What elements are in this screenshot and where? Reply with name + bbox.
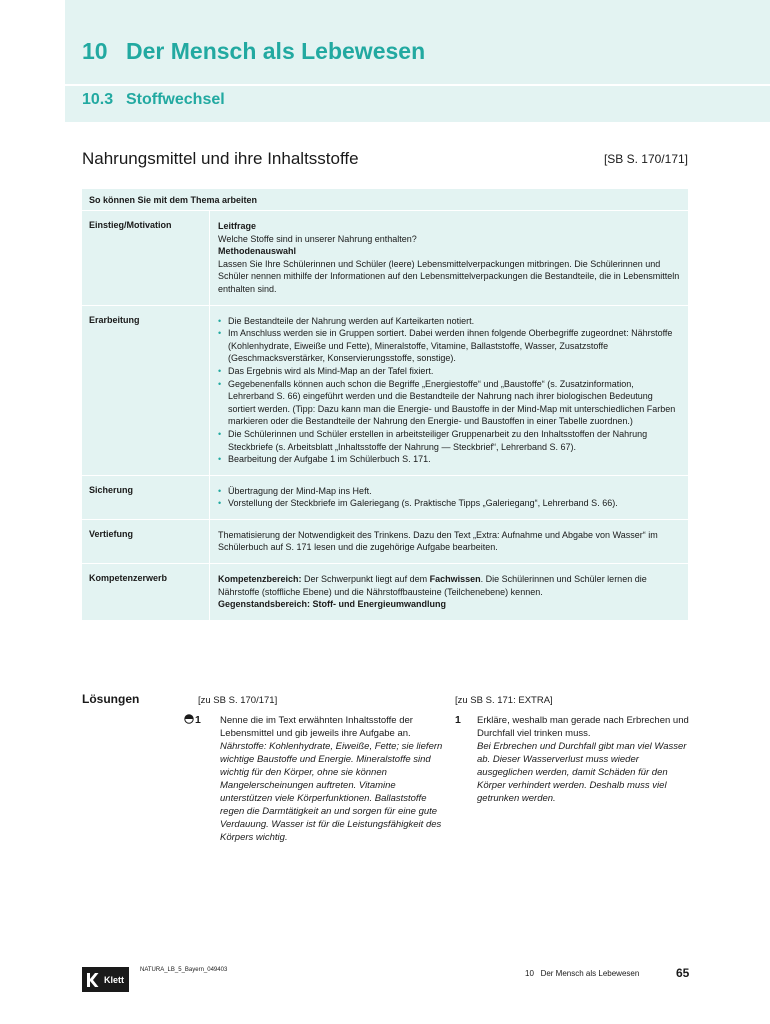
guiding-question-label: Leitfrage [218,221,257,231]
list-item: • Das Ergebnis wird als Mind-Map an der Tafel fixiert. [218,365,434,376]
method-table-heading: So können Sie mit dem Thema arbeiten [82,189,688,211]
list-item: • Gegebenenfalls können auch schon die Begriffe „Energiestoffe“ und „Baustoffe“ (s. Zusatzinformation, Lehrerband S. 66) eingeführt werden und die Bestandteile der Nahrung nach ihrer biologischen Bedeutung sortiert werden. (Tipp: Dazu kann man die Energie- und Baustoffe in der Mind-Map mit unterschiedlichen Farben markieren oder die Bestandteile der Nahrung den Energie- und Baustoffen in einer Tabelle zuordnen.) [218,378,676,427]
table-row-sicherung [82,476,688,520]
section-number: 10.3 [82,91,114,108]
row-label: Einstieg/Motivation [82,211,210,305]
document-code: NATURA_LB_5_Bayern_049403 [140,967,228,973]
topic-title: Nahrungsmittel und ihre Inhaltsstoffe [82,149,359,168]
list-item: • Die Bestandteile der Nahrung werden auf Karteikarten notiert. [218,315,475,326]
method-text: Lassen Sie Ihre Schülerinnen und Schüler (leere) Lebensmittelverpackungen mitbringen. Die Schülerinnen und Schüler nennen mithilfe der Informationen auf den Lebensmittelverpackungen die Bestandteile, die in Lebensmitteln enthalten sind. [218,258,680,294]
subject-area: Gegenstandsbereich: Stoff- und Energieumwandlung [218,599,447,610]
task-number: 1 [198,714,204,727]
row-content [210,564,688,620]
table-row-einstieg [82,211,688,306]
solutions-title: Lösungen [82,692,140,706]
chapter-title [82,38,425,65]
bullet-icon: • [218,498,222,509]
page-number: 65 [676,966,690,980]
bullet-icon: • [218,315,222,326]
list-item: • Übertragung der Mind-Map ins Heft. [218,485,372,496]
row-label: Erarbeitung [82,306,210,475]
bullet-icon: • [218,328,222,339]
list-item: • Vorstellung der Steckbriefe im Galeriegang (s. Praktische Tipps „Galeriegang“, Lehrerband S. 66). [218,498,618,509]
row-label: Vertiefung [82,520,210,563]
row-content [210,211,688,305]
solutions-column-2 [455,694,690,805]
section-title-text: Stoffwechsel [126,91,225,108]
method-table [82,189,688,621]
publisher-name: Klett [104,974,124,985]
footer-chapter: 10 Der Mensch als Lebewesen [525,969,640,978]
bullet-icon: • [218,485,222,496]
bullet-list [218,485,680,510]
bullet-icon: • [218,365,222,376]
table-row-vertiefung [82,520,688,564]
bullet-icon: • [218,454,222,465]
chapter-number: 10 [82,38,108,64]
task-item [195,714,443,844]
solutions-reference: [zu SB S. 171: EXTRA] [455,695,553,706]
guiding-question: Welche Stoffe sind in unserer Nahrung enthalten? [218,233,417,244]
task-number: 1 [455,714,461,726]
list-item: • Die Schülerinnen und Schüler erstellen in arbeitsteiliger Gruppenarbeit zu den Inhaltsstoffen der Nahrung Steckbriefe (s. Arbeitsblatt „Inhaltsstoffe der Nahrung — Steckbrief“, Lehrerband S. 67). [218,428,648,452]
task-text: Nenne die im Text erwähnten Inhaltsstoffe der Lebensmittel und gib jeweils ihre Aufgabe an. [220,715,413,739]
task-answer: Bei Erbrechen und Durchfall gibt man viel Wasser ab. Dieser Wasserverlust muss wieder ausgeglichen werden, damit Schäden für den Körper verhindert werden. Deshalb muss viel getrunken werden. [477,741,687,804]
task-answer: Nährstoffe: Kohlenhydrate, Eiweiße, Fette; sie liefern wichtige Baustoffe und Energie. Mineralstoffe sind wichtig für den Körper, ohne sie können Mangelerscheinungen auftreten. Vitamine unterstützen viele Körperfunktionen. Ballaststoffe regen die Darmtätigkeit an und sorgen für eine gute Verdauung. Wasser ist für die Leistungsfähigkeit des Körpers wichtig. [220,741,443,843]
row-content [210,476,688,519]
topic-page-reference: [SB S. 170/171] [603,152,688,166]
row-content: Thematisierung der Notwendigkeit des Trinkens. Dazu den Text „Extra: Aufnahme und Abgabe von Wasser“ im Schülerbuch auf S. 171 lesen und die zugehörige Aufgabe bearbeiten. [218,529,658,553]
list-item: • Bearbeitung der Aufgabe 1 im Schülerbuch S. 171. [218,454,431,465]
competence-area: Kompetenzbereich: Der Schwerpunkt liegt auf dem Fachwissen. Die Schülerinnen und Schüler lernen die Nährstoffe (stoffliche Ebene) und die Nährstoffbausteine (Teilchenebene) kennen. [218,574,647,597]
bullet-icon: • [218,378,222,389]
row-label: Sicherung [82,476,210,519]
publisher-logo [82,967,129,992]
half-filled-circle-icon [184,714,194,724]
klett-logo-icon [82,967,102,992]
row-label: Kompetenzerwerb [82,564,210,620]
solutions-reference: [zu SB S. 170/171] [198,695,278,706]
table-row-kompetenzerwerb [82,564,688,621]
task-text: Erkläre, weshalb man gerade nach Erbrechen und Durchfall viel trinken muss. [477,715,689,739]
table-row-erarbeitung [82,306,688,476]
task-item [455,714,690,805]
method-label: Methodenauswahl [218,246,297,257]
chapter-title-text: Der Mensch als Lebewesen [126,38,426,64]
row-content [210,306,688,475]
solutions-column-1 [195,694,443,844]
bullet-icon: • [218,428,222,439]
bullet-list [218,315,680,466]
list-item: • Im Anschluss werden sie in Gruppen sortiert. Dabei werden ihnen folgende Oberbegriffe zugeordnet: Nährstoffe (Kohlenhydrate, Eiweiße und Fette), Mineralstoffe, Vitamine, Ballaststoffe, Wasser, Zusatzstoffe (Geschmacksverstärker, Konservierungsstoffe, sonstige). [218,328,673,364]
section-title [82,91,225,109]
